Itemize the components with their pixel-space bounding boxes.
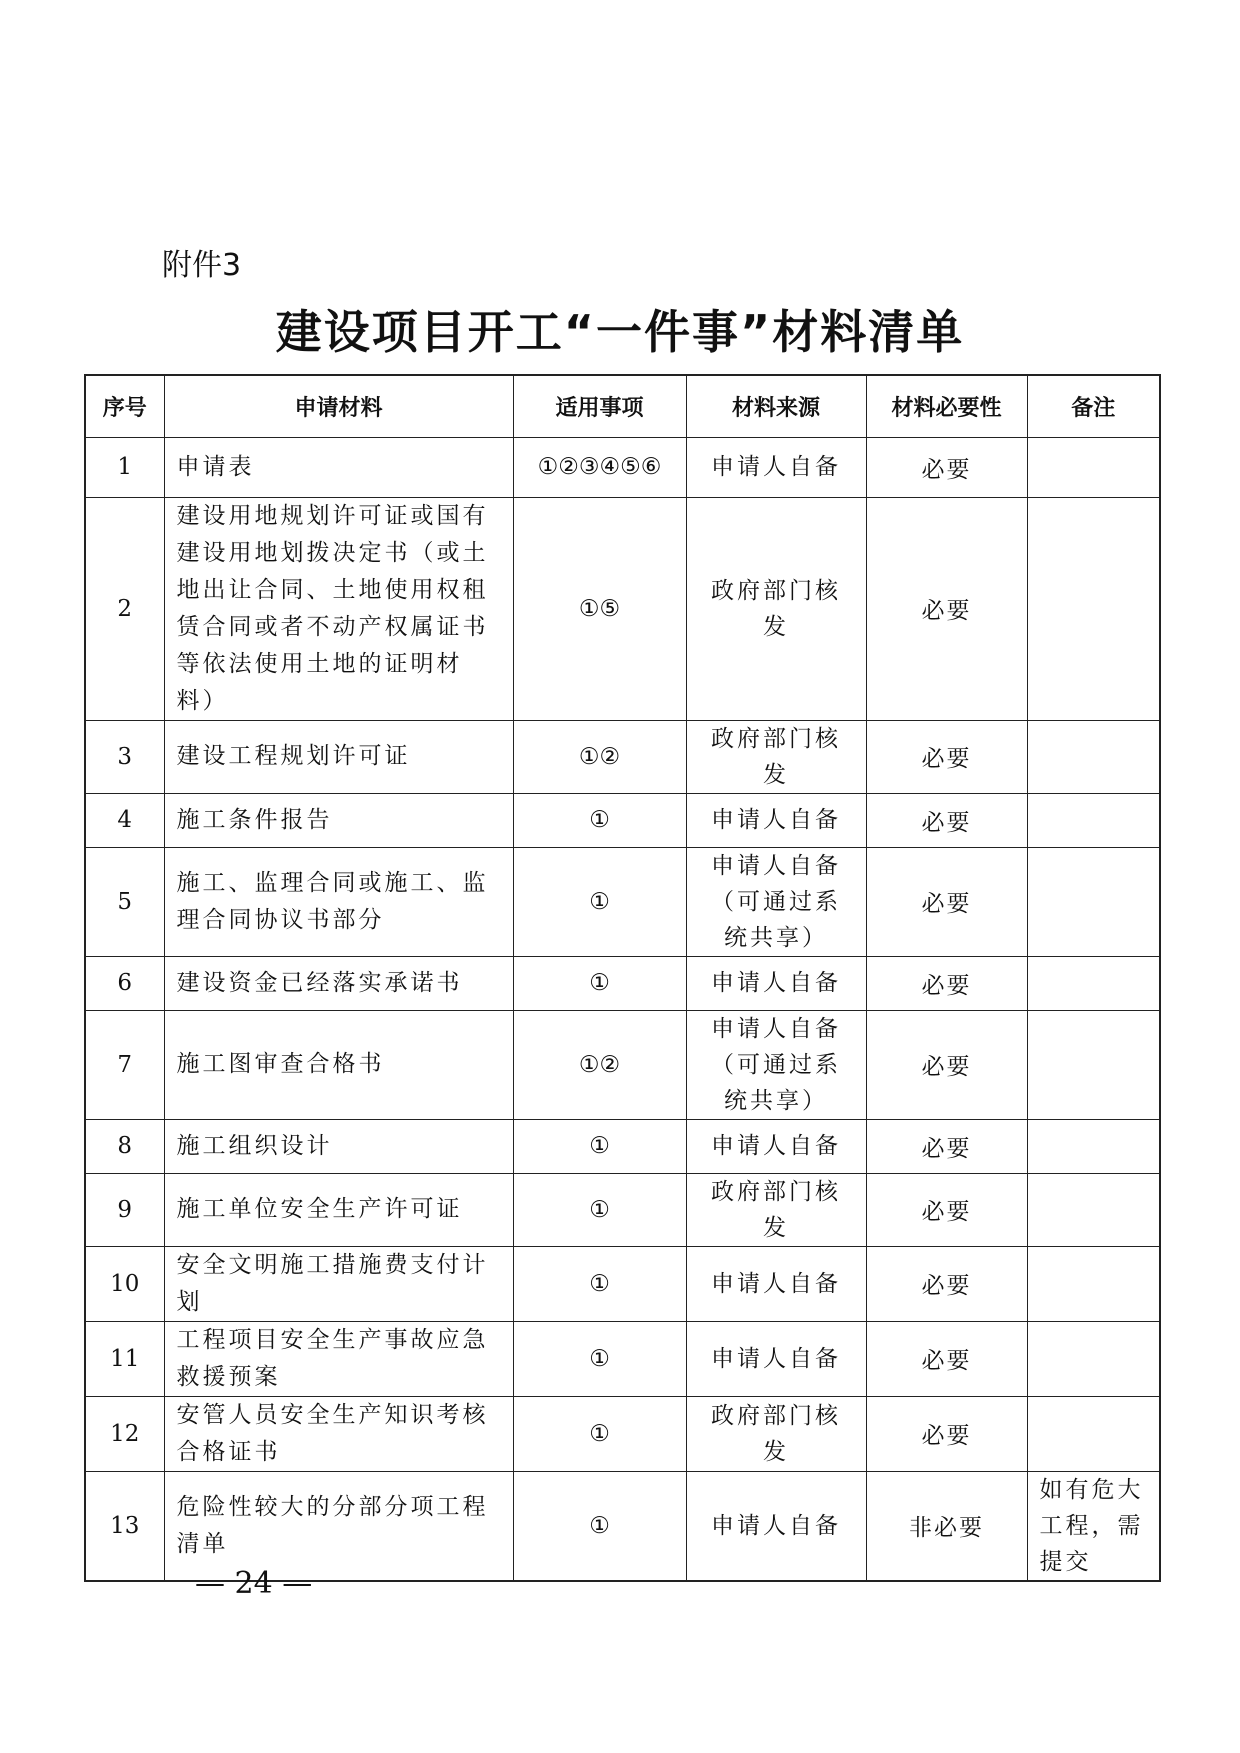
source-cell: 申请人自备: [686, 1321, 866, 1396]
necessity-cell: 必要: [866, 1321, 1027, 1396]
scope-cell: ①②: [513, 720, 686, 793]
necessity-cell: 必要: [866, 1010, 1027, 1119]
material-cell: 施工、监理合同或施工、监理合同协议书部分: [164, 847, 513, 956]
table-row: [85, 1173, 1160, 1246]
material-cell: 建设资金已经落实承诺书: [164, 956, 513, 1010]
note-cell: [1027, 956, 1160, 1010]
note-cell: [1027, 1396, 1160, 1471]
source-cell: 申请人自备: [686, 793, 866, 847]
row-number: 6: [85, 956, 164, 1010]
materials-table: [84, 374, 1161, 1582]
necessity-cell: 必要: [866, 793, 1027, 847]
necessity-cell: 必要: [866, 847, 1027, 956]
attachment-label: 附件3: [162, 248, 242, 283]
material-cell: 工程项目安全生产事故应急救援预案: [164, 1321, 513, 1396]
source-cell: 政府部门核发: [686, 720, 866, 793]
scope-cell: ①: [513, 1119, 686, 1173]
scope-cell: ①: [513, 793, 686, 847]
table-row: [85, 1010, 1160, 1119]
source-cell: 申请人自备: [686, 1471, 866, 1581]
necessity-cell: 非必要: [866, 1471, 1027, 1581]
table-header-row: [85, 375, 1160, 437]
page-number: — 24 —: [195, 1566, 313, 1601]
table-row: [85, 1246, 1160, 1321]
column-header-scope: 适用事项: [513, 375, 686, 437]
document-title: 建设项目开工“一件事”材料清单: [275, 305, 965, 359]
necessity-cell: 必要: [866, 1396, 1027, 1471]
material-cell: 建设用地规划许可证或国有建设用地划拨决定书（或土地出让合同、土地使用权租赁合同或者不动产权属证书等依法使用土地的证明材料）: [164, 497, 513, 720]
note-cell: [1027, 1173, 1160, 1246]
row-number: 7: [85, 1010, 164, 1119]
table-row: [85, 497, 1160, 720]
necessity-cell: 必要: [866, 956, 1027, 1010]
scope-cell: ①: [513, 1246, 686, 1321]
source-cell: 申请人自备: [686, 956, 866, 1010]
source-cell: 申请人自备: [686, 1246, 866, 1321]
material-cell: 施工单位安全生产许可证: [164, 1173, 513, 1246]
column-header-note: 备注: [1027, 375, 1160, 437]
note-cell: [1027, 793, 1160, 847]
scope-cell: ①②: [513, 1010, 686, 1119]
row-number: 12: [85, 1396, 164, 1471]
table-row: [85, 1471, 1160, 1581]
material-cell: 施工图审查合格书: [164, 1010, 513, 1119]
table-row: [85, 1396, 1160, 1471]
necessity-cell: 必要: [866, 497, 1027, 720]
scope-cell: ①②③④⑤⑥: [513, 437, 686, 497]
note-cell: [1027, 1246, 1160, 1321]
note-cell: [1027, 1119, 1160, 1173]
scope-cell: ①: [513, 1471, 686, 1581]
row-number: 1: [85, 437, 164, 497]
row-number: 11: [85, 1321, 164, 1396]
material-cell: 危险性较大的分部分项工程清单: [164, 1471, 513, 1581]
note-cell: [1027, 497, 1160, 720]
table-row: [85, 793, 1160, 847]
row-number: 10: [85, 1246, 164, 1321]
table-row: [85, 1321, 1160, 1396]
scope-cell: ①: [513, 1173, 686, 1246]
row-number: 5: [85, 847, 164, 956]
table-row: [85, 437, 1160, 497]
note-cell: [1027, 847, 1160, 956]
scope-cell: ①: [513, 956, 686, 1010]
note-cell: [1027, 1010, 1160, 1119]
necessity-cell: 必要: [866, 1246, 1027, 1321]
row-number: 9: [85, 1173, 164, 1246]
note-cell: 如有危大工程，需提交: [1027, 1471, 1160, 1581]
scope-cell: ①: [513, 1321, 686, 1396]
source-cell: 政府部门核发: [686, 1173, 866, 1246]
column-header-source: 材料来源: [686, 375, 866, 437]
column-header-no: 序号: [85, 375, 164, 437]
row-number: 3: [85, 720, 164, 793]
necessity-cell: 必要: [866, 437, 1027, 497]
table-row: [85, 720, 1160, 793]
scope-cell: ①: [513, 1396, 686, 1471]
row-number: 2: [85, 497, 164, 720]
column-header-material: 申请材料: [164, 375, 513, 437]
source-cell: 申请人自备（可通过系统共享）: [686, 847, 866, 956]
necessity-cell: 必要: [866, 720, 1027, 793]
material-cell: 安全文明施工措施费支付计划: [164, 1246, 513, 1321]
material-cell: 施工条件报告: [164, 793, 513, 847]
material-cell: 施工组织设计: [164, 1119, 513, 1173]
source-cell: 政府部门核发: [686, 1396, 866, 1471]
table-row: [85, 1119, 1160, 1173]
row-number: 4: [85, 793, 164, 847]
column-header-necessity: 材料必要性: [866, 375, 1027, 437]
material-cell: 申请表: [164, 437, 513, 497]
source-cell: 政府部门核发: [686, 497, 866, 720]
material-cell: 建设工程规划许可证: [164, 720, 513, 793]
note-cell: [1027, 720, 1160, 793]
scope-cell: ①⑤: [513, 497, 686, 720]
row-number: 8: [85, 1119, 164, 1173]
necessity-cell: 必要: [866, 1173, 1027, 1246]
necessity-cell: 必要: [866, 1119, 1027, 1173]
row-number: 13: [85, 1471, 164, 1581]
source-cell: 申请人自备: [686, 437, 866, 497]
source-cell: 申请人自备: [686, 1119, 866, 1173]
table-row: [85, 956, 1160, 1010]
note-cell: [1027, 437, 1160, 497]
source-cell: 申请人自备（可通过系统共享）: [686, 1010, 866, 1119]
table-row: [85, 847, 1160, 956]
material-cell: 安管人员安全生产知识考核合格证书: [164, 1396, 513, 1471]
scope-cell: ①: [513, 847, 686, 956]
note-cell: [1027, 1321, 1160, 1396]
